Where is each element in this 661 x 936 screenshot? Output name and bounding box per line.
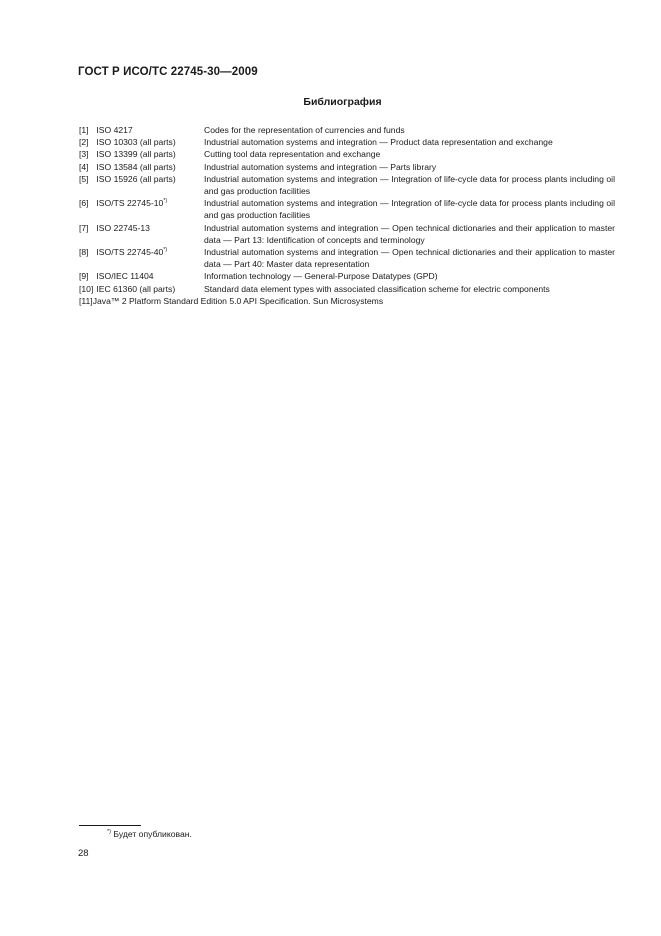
bibliography-entry xyxy=(79,270,615,282)
entry-reference xyxy=(79,197,204,221)
entry-text: Java™ 2 Platform Standard Edition 5.0 API Specification. Sun Microsystems xyxy=(92,295,384,306)
entry-standard: ISO/IEC 11404 xyxy=(96,271,154,282)
entry-description: Codes for the representation of currencies and funds xyxy=(204,125,405,135)
entry-number: [11] xyxy=(79,295,93,306)
bibliography-entry xyxy=(79,222,615,246)
entry-number: [5] xyxy=(79,173,89,184)
entry-reference xyxy=(79,222,204,246)
entry-standard: ISO 15926 (all parts) xyxy=(96,173,176,184)
entry-reference xyxy=(79,124,204,136)
page-number: 28 xyxy=(78,848,89,859)
entry-reference xyxy=(79,270,204,282)
entry-description: Industrial automation systems and integration — Open technical dictionaries and their application to master data — Part 13: Identification of concepts and terminology xyxy=(204,222,615,245)
entry-description: Industrial automation systems and integration — Integration of life-cycle data for process plants including oil and gas production facilities xyxy=(204,173,615,197)
entry-description: Information technology — General-Purpose Datatypes (GPD) xyxy=(204,271,438,282)
entry-standard: ISO 10303 (all parts) xyxy=(96,137,176,148)
entry-footnote-mark: *) xyxy=(163,247,168,254)
bibliography-entry xyxy=(79,136,615,148)
entry-reference xyxy=(79,161,204,173)
bibliography-entry xyxy=(79,161,615,173)
entry-reference xyxy=(79,136,204,148)
section-title: Библиография xyxy=(303,96,382,108)
entry-description: Standard data element types with associated classification scheme for electric components xyxy=(204,283,550,294)
bibliography-entry xyxy=(79,197,615,221)
entry-standard: ISO/TS 22745-10 xyxy=(96,198,164,209)
entry-number: [10] xyxy=(79,283,94,294)
entry-standard: ISO 13399 (all parts) xyxy=(96,149,176,160)
bibliography-entry xyxy=(79,295,615,307)
entry-reference xyxy=(79,246,204,270)
entry-description: Industrial automation systems and integration — Open technical dictionaries and their application to master data — Part 40: Master data representation xyxy=(204,247,615,270)
footnote xyxy=(107,829,192,839)
entry-standard: IEC 61360 (all parts) xyxy=(96,283,176,294)
bibliography-entry xyxy=(79,124,615,136)
entry-standard: ISO 4217 xyxy=(96,125,133,135)
entry-standard: ISO/TS 22745-40 xyxy=(96,247,164,258)
bibliography-entry xyxy=(79,246,615,270)
entry-number: [8] xyxy=(79,247,89,258)
entry-number: [4] xyxy=(79,161,89,172)
entry-number: [2] xyxy=(79,137,89,148)
entry-description: Industrial automation systems and integration — Product data representation and exchange xyxy=(204,137,553,148)
entry-description: Cutting tool data representation and exchange xyxy=(204,149,381,160)
bibliography-entry xyxy=(79,283,615,295)
entry-number: [7] xyxy=(79,222,89,233)
footnote-mark: *) xyxy=(107,829,111,835)
footnote-rule xyxy=(79,825,141,826)
entry-number: [1] xyxy=(79,125,89,135)
entry-description: Industrial automation systems and integration — Parts library xyxy=(204,161,437,172)
bibliography-entry xyxy=(79,173,615,197)
entry-number: [6] xyxy=(79,198,89,209)
entry-reference xyxy=(79,148,204,160)
document-header: ГОСТ Р ИСО/ТС 22745-30—2009 xyxy=(78,66,258,78)
footnote-text: Будет опубликован. xyxy=(113,829,192,839)
entry-number: [3] xyxy=(79,149,89,160)
entry-number: [9] xyxy=(79,271,89,282)
entry-standard: ISO 22745-13 xyxy=(96,222,150,233)
bibliography-list xyxy=(79,124,615,307)
entry-reference xyxy=(79,283,204,295)
entry-reference xyxy=(79,173,204,197)
entry-footnote-mark: *) xyxy=(163,198,168,205)
entry-description: Industrial automation systems and integration — Integration of life-cycle data for process plants including oil and gas production facilities xyxy=(204,198,615,221)
bibliography-entry xyxy=(79,148,615,160)
entry-standard: ISO 13584 (all parts) xyxy=(96,161,176,172)
